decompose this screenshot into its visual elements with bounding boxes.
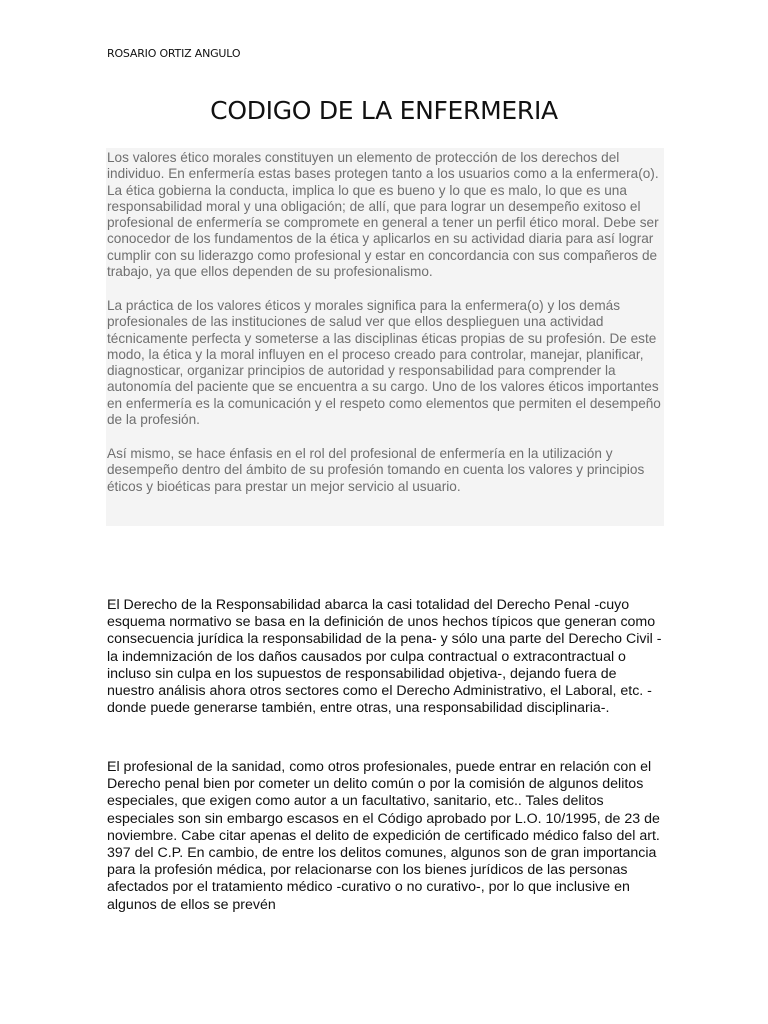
- highlighted-paragraph: Así mismo, se hace énfasis en el rol del profesional de enfermería en la utilización y desempeño dentro del ámbito de su profesión tomando en cuenta los valores y principios éticos y bioéticas para prestar un mejor servicio al usuario.: [107, 446, 645, 494]
- highlighted-text-block: [106, 148, 664, 526]
- author-name: ROSARIO ORTIZ ANGULO: [107, 47, 241, 60]
- highlighted-paragraph: La práctica de los valores éticos y morales significa para la enfermera(o) y los demás profesionales de las instituciones de salud ver que ellos desplieguen una actividad técnicamente perfecta y someterse a las disciplinas éticas propias de su profesión. De este modo, la ética y la moral influyen en el proceso creado para controlar, manejar, planificar, diagnosticar, organizar principios de autoridad y responsabilidad para comprender la autonomía del paciente que se encuentra a su cargo. Uno de los valores éticos importantes en enfermería es la comunicación y el respeto como elementos que permiten el desempeño de la profesión.: [107, 298, 661, 428]
- body-paragraph: El Derecho de la Responsabilidad abarca la casi totalidad del Derecho Penal -cuyo esquema normativo se basa en la definición de unos hechos típicos que generan como consecuencia jurídica la responsabilidad de la pena- y sólo una parte del Derecho Civil -la indemnización de los daños causados por culpa contractual o extracontractual o incluso sin culpa en los supuestos de responsabilidad objetiva-, dejando fuera de nuestro análisis ahora otros sectores como el Derecho Administrativo, el Laboral, etc. -donde puede generarse también, entre otras, una responsabilidad disciplinaria-.: [107, 597, 662, 717]
- highlighted-paragraph: Los valores ético morales constituyen un elemento de protección de los derechos del individuo. En enfermería estas bases protegen tanto a los usuarios como a la enfermera(o). La ética gobierna la conducta, implica lo que es bueno y lo que es malo, lo que es una responsabilidad moral y una obligación; de allí, que para lograr un desempeño exitoso el profesional de enfermería se compromete en general a tener un perfil ético moral. Debe ser conocedor de los fundamentos de la ética y aplicarlos en su actividad diaria para así lograr cumplir con su liderazgo como profesional y estar en concordancia con sus compañeros de trabajo, ya que ellos dependen de su profesionalismo.: [107, 150, 659, 280]
- body-paragraph: El profesional de la sanidad, como otros profesionales, puede entrar en relación con el Derecho penal bien por cometer un delito común o por la comisión de algunos delitos especiales, que exigen como autor a un facultativo, sanitario, etc.. Tales delitos especiales son sin embargo escasos en el Código aprobado por L.O. 10/1995, de 23 de noviembre. Cabe citar apenas el delito de expedición de certificado médico falso del art. 397 del C.P. En cambio, de entre los delitos comunes, algunos son de gran importancia para la profesión médica, por relacionarse con los bienes jurídicos de las personas afectados por el tratamiento médico -curativo o no curativo-, por lo que inclusive en algunos de ellos se prevén: [107, 759, 660, 913]
- document-title: CODIGO DE LA ENFERMERIA: [210, 96, 558, 125]
